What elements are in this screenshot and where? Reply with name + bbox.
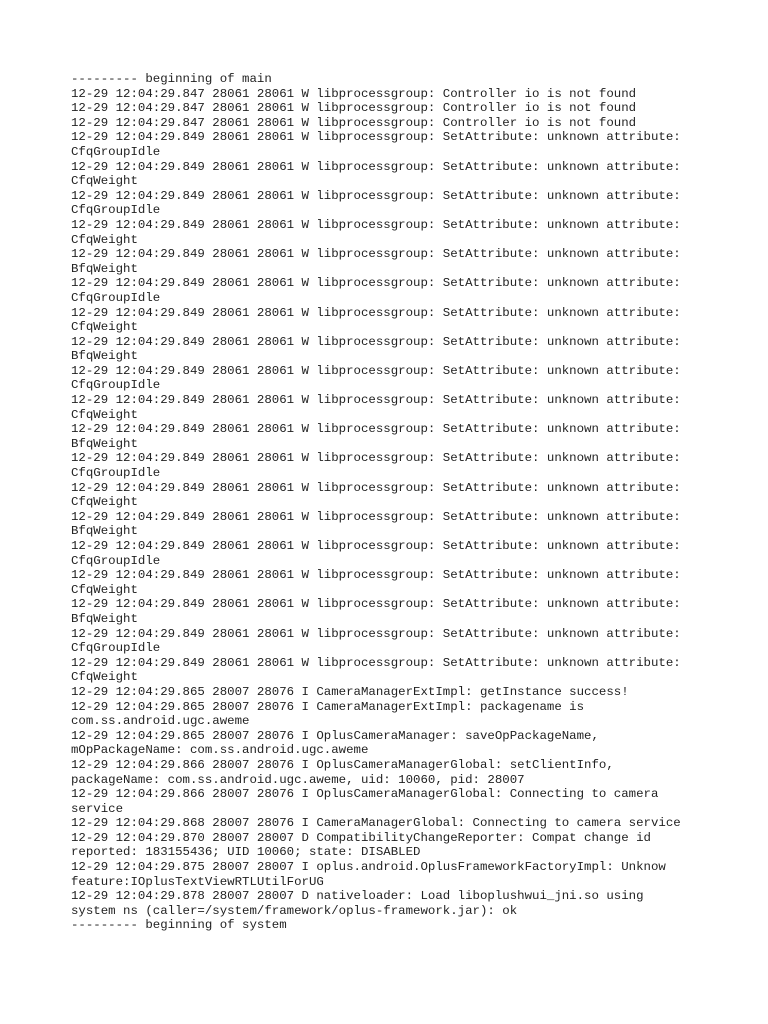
- log-line: 12-29 12:04:29.849 28061 28061 W libprocessgroup: SetAttribute: unknown attribute:: [71, 334, 681, 349]
- log-line: CfqGroupIdle: [71, 290, 161, 305]
- log-line: 12-29 12:04:29.868 28007 28076 I CameraManagerGlobal: Connecting to camera service: [71, 816, 681, 831]
- log-line: service: [71, 801, 124, 816]
- log-line: 12-29 12:04:29.849 28061 28061 W libprocessgroup: SetAttribute: unknown attribute:: [71, 130, 681, 145]
- log-line: 12-29 12:04:29.866 28007 28076 I OplusCameraManagerGlobal: setClientInfo,: [71, 757, 614, 772]
- log-line: CfqGroupIdle: [71, 203, 161, 218]
- log-line: 12-29 12:04:29.849 28061 28061 W libprocessgroup: SetAttribute: unknown attribute:: [71, 276, 681, 291]
- log-line: 12-29 12:04:29.849 28061 28061 W libprocessgroup: SetAttribute: unknown attribute:: [71, 509, 681, 524]
- log-line: CfqGroupIdle: [71, 466, 161, 481]
- log-line: 12-29 12:04:29.849 28061 28061 W libprocessgroup: SetAttribute: unknown attribute:: [71, 451, 681, 466]
- log-line: 12-29 12:04:29.866 28007 28076 I OplusCameraManagerGlobal: Connecting to camera: [71, 787, 659, 802]
- log-line: 12-29 12:04:29.849 28061 28061 W libprocessgroup: SetAttribute: unknown attribute:: [71, 159, 681, 174]
- log-line: --------- beginning of system: [71, 918, 287, 933]
- log-line: 12-29 12:04:29.849 28061 28061 W libprocessgroup: SetAttribute: unknown attribute:: [71, 480, 681, 495]
- log-line: CfqGroupIdle: [71, 144, 161, 159]
- log-line: feature:IOplusTextViewRTLUtilForUG: [71, 874, 324, 889]
- log-line: 12-29 12:04:29.865 28007 28076 I OplusCameraManager: saveOpPackageName,: [71, 728, 599, 743]
- log-line: 12-29 12:04:29.849 28061 28061 W libprocessgroup: SetAttribute: unknown attribute:: [71, 422, 681, 437]
- log-line: BfqWeight: [71, 436, 138, 451]
- log-line: BfqWeight: [71, 524, 138, 539]
- log-line: 12-29 12:04:29.849 28061 28061 W libprocessgroup: SetAttribute: unknown attribute:: [71, 393, 681, 408]
- log-line: CfqWeight: [71, 174, 138, 189]
- log-line: system ns (caller=/system/framework/oplus-framework.jar): ok: [71, 903, 518, 918]
- log-line: 12-29 12:04:29.870 28007 28007 D CompatibilityChangeReporter: Compat change id: [71, 830, 651, 845]
- log-line: 12-29 12:04:29.849 28061 28061 W libprocessgroup: SetAttribute: unknown attribute:: [71, 539, 681, 553]
- log-line: 12-29 12:04:29.849 28061 28061 W libprocessgroup: SetAttribute: unknown attribute:: [71, 626, 681, 641]
- log-line: 12-29 12:04:29.847 28061 28061 W libprocessgroup: Controller io is not found: [71, 86, 637, 101]
- log-line: 12-29 12:04:29.849 28061 28061 W libprocessgroup: SetAttribute: unknown attribute:: [71, 247, 681, 262]
- log-line: BfqWeight: [71, 611, 138, 626]
- log-line: 12-29 12:04:29.849 28061 28061 W libprocessgroup: SetAttribute: unknown attribute:: [71, 655, 681, 670]
- log-line: CfqGroupIdle: [71, 553, 161, 568]
- log-line: 12-29 12:04:29.847 28061 28061 W libprocessgroup: Controller io is not found: [71, 115, 637, 130]
- log-line: 12-29 12:04:29.849 28061 28061 W libprocessgroup: SetAttribute: unknown attribute:: [71, 305, 681, 320]
- log-line: 12-29 12:04:29.847 28061 28061 W libprocessgroup: Controller io is not found: [71, 101, 637, 116]
- log-line: 12-29 12:04:29.849 28061 28061 W libprocessgroup: SetAttribute: unknown attribute:: [71, 188, 681, 203]
- log-line: CfqGroupIdle: [71, 641, 161, 656]
- log-line: 12-29 12:04:29.865 28007 28076 I CameraManagerExtImpl: packagename is: [71, 699, 585, 714]
- log-line: CfqWeight: [71, 495, 138, 510]
- log-line: CfqGroupIdle: [71, 378, 161, 393]
- log-line: 12-29 12:04:29.878 28007 28007 D nativeloader: Load liboplushwui_jni.so using: [71, 889, 644, 904]
- log-line: 12-29 12:04:29.849 28061 28061 W libprocessgroup: SetAttribute: unknown attribute:: [71, 217, 681, 232]
- log-line: reported: 183155436; UID 10060; state: DISABLED: [71, 845, 421, 860]
- log-line: 12-29 12:04:29.849 28061 28061 W libprocessgroup: SetAttribute: unknown attribute:: [71, 597, 681, 612]
- log-line: 12-29 12:04:29.849 28061 28061 W libprocessgroup: SetAttribute: unknown attribute:: [71, 363, 681, 378]
- log-line: CfqWeight: [71, 232, 138, 247]
- log-text: [71, 72, 711, 933]
- log-line: BfqWeight: [71, 349, 138, 364]
- log-line: 12-29 12:04:29.875 28007 28007 I oplus.android.OplusFrameworkFactoryImpl: Unknow: [71, 860, 666, 875]
- log-line: packageName: com.ss.android.ugc.aweme, uid: 10060, pid: 28007: [71, 772, 525, 787]
- log-line: 12-29 12:04:29.849 28061 28061 W libprocessgroup: SetAttribute: unknown attribute:: [71, 568, 681, 583]
- log-line: BfqWeight: [71, 261, 138, 276]
- log-line: com.ss.android.ugc.aweme: [71, 714, 250, 729]
- log-line: --------- beginning of main: [71, 72, 272, 86]
- log-line: CfqWeight: [71, 320, 138, 335]
- log-line: 12-29 12:04:29.865 28007 28076 I CameraManagerExtImpl: getInstance success!: [71, 684, 629, 699]
- log-line: CfqWeight: [71, 670, 138, 685]
- log-line: mOpPackageName: com.ss.android.ugc.aweme: [71, 743, 369, 758]
- log-line: CfqWeight: [71, 407, 138, 422]
- log-line: CfqWeight: [71, 582, 138, 597]
